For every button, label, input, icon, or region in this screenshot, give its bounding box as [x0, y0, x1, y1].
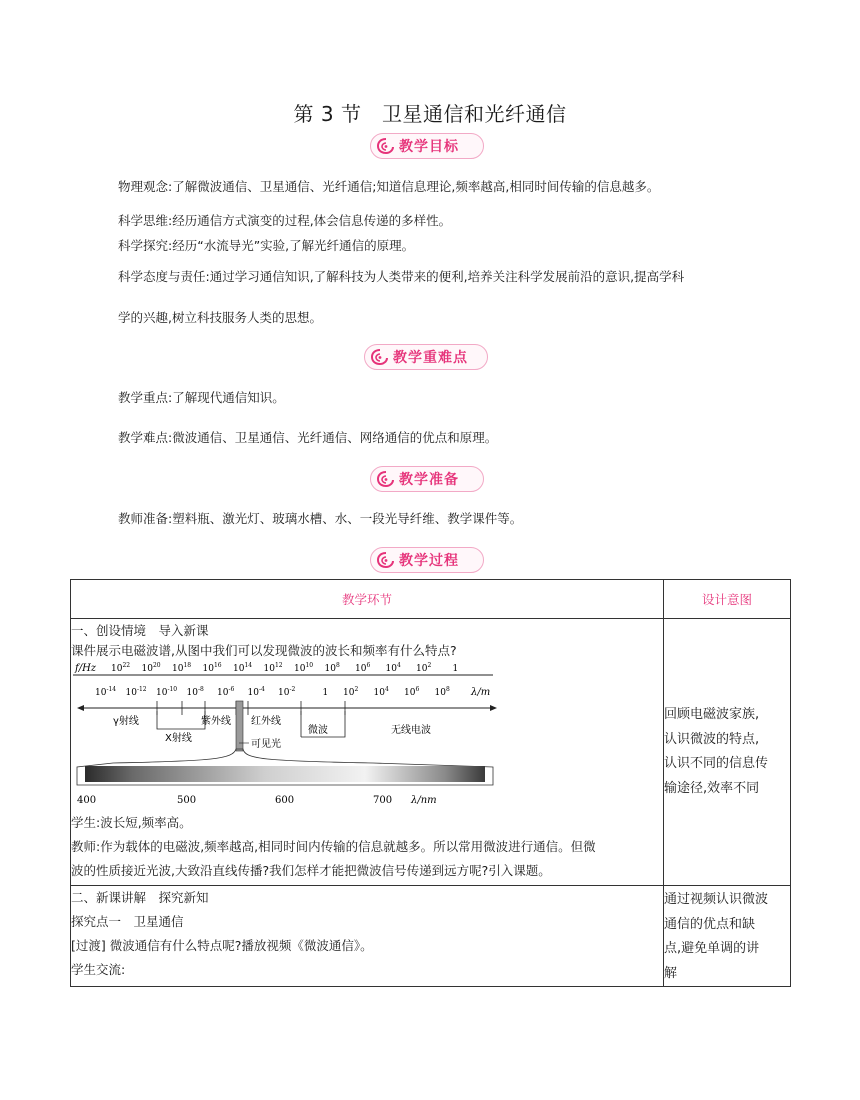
wave-tick-label: 1: [322, 688, 329, 698]
wave-tick-label: $10^{-10}$: [156, 686, 178, 698]
goal-attitude-cont: 学的兴趣,树立科技服务人类的思想。: [118, 310, 322, 325]
teaching-process-table: [70, 579, 791, 987]
swirl-icon: [375, 550, 397, 570]
row-new-lesson-intent: [664, 886, 791, 987]
visible-tick-labels: [77, 795, 392, 806]
arrow-left-icon: [77, 705, 84, 711]
band-radio: 无线电波: [391, 725, 431, 736]
wave-tick-label: $10^{-8}$: [186, 686, 204, 698]
intent-line: 认识微波的特点,: [664, 731, 760, 747]
teacher-preparation: 教师准备:塑料瓶、激光灯、玻璃水槽、水、一段光导纤维、教学课件等。: [118, 511, 523, 526]
visible-tick-label: 400: [77, 795, 97, 806]
teacher-explanation-1: 教师:作为载体的电磁波,频率越高,相同时间内传输的信息就越多。所以常用微波进行通信。但微: [71, 839, 596, 854]
freq-tick-label: 1: [452, 664, 459, 674]
freq-tick-label: $10^4$: [385, 662, 401, 674]
row-heading: 二、新课讲解 探究新知: [71, 890, 209, 905]
visible-tick-label: 600: [275, 795, 295, 806]
freq-tick-label: $10^2$: [416, 662, 432, 674]
goal-thinking: 科学思维:经历通信方式演变的过程,体会信息传递的多样性。: [118, 213, 452, 228]
intent-line: 通过视频认识微波: [664, 892, 769, 907]
visible-unit-label: λ/nm: [411, 795, 437, 806]
banner-preparation: [370, 466, 484, 492]
row-new-lesson-content: [71, 886, 664, 987]
banner-label: 教学准备: [399, 472, 459, 488]
banner-label: 教学重难点: [393, 350, 468, 366]
page-title: 第 3 节 卫星通信和光纤通信: [293, 102, 567, 126]
wave-tick-label: $10^{-2}$: [278, 686, 296, 698]
wave-tick-label: $10^6$: [404, 686, 420, 698]
banner-teaching-goals: [370, 133, 484, 159]
band-xray: X射线: [165, 733, 192, 744]
wave-tick-label: $10^{-12}$: [125, 686, 147, 698]
freq-tick-label: $10^{20}$: [141, 662, 161, 674]
teacher-explanation-2: 波的性质接近光波,大致沿直线传播?我们怎样才能把微波信号传递到远方呢?引入课题。: [71, 863, 551, 878]
band-ir: 红外线: [251, 716, 281, 727]
row-intro-question: 课件展示电磁波谱,从图中我们可以发现微波的波长和频率有什么特点?: [71, 643, 457, 658]
wave-tick-label: $10^4$: [373, 686, 389, 698]
student-answer: 学生:波长短,频率高。: [71, 815, 192, 830]
header-design-intent: 设计意图: [664, 580, 791, 619]
visible-tick-label: 700: [373, 795, 393, 806]
band-gamma: γ射线: [113, 716, 139, 727]
goal-inquiry: 科学探究:经历“水流导光”实验,了解光纤通信的原理。: [118, 238, 415, 253]
banner-label: 教学目标: [399, 139, 459, 155]
freq-tick-label: $10^8$: [324, 662, 340, 674]
intent-line: 通信的优点和缺: [664, 916, 756, 932]
freq-tick-labels: [111, 662, 458, 674]
visible-spectrum-bar: [85, 766, 485, 782]
band-microwave: 微波: [308, 725, 328, 736]
freq-tick-label: $10^{12}$: [263, 662, 283, 674]
wave-tick-label: $10^8$: [434, 686, 450, 698]
intent-line: 点,避免单调的讲: [664, 941, 760, 956]
key-focus: 教学重点:了解现代通信知识。: [118, 390, 285, 405]
freq-tick-label: $10^6$: [355, 662, 371, 674]
swirl-icon: [375, 136, 397, 156]
freq-tick-label: $10^{14}$: [233, 662, 253, 674]
student-exchange: 学生交流:: [71, 962, 126, 977]
banner-process: [370, 547, 484, 573]
row-intro-intent: [664, 619, 791, 886]
intent-line: 认识不同的信息传: [664, 756, 769, 771]
swirl-icon: [375, 469, 397, 489]
band-uv: 紫外线: [201, 716, 231, 727]
transition-text: [过渡] 微波通信有什么特点呢?播放视频《微波通信》。: [71, 938, 373, 953]
visible-tick-label: 500: [177, 795, 197, 806]
intent-line: 输途径,效率不同: [664, 780, 760, 796]
wave-tick-label: $10^2$: [343, 686, 359, 698]
freq-tick-label: $10^{18}$: [172, 662, 192, 674]
electromagnetic-spectrum-figure: [73, 661, 503, 811]
key-difficulty: 教学难点:微波通信、卫星通信、光纤通信、网络通信的优点和原理。: [118, 430, 498, 445]
inquiry-point-1: 探究点一 卫星通信: [71, 914, 184, 929]
goal-attitude: 科学态度与责任:通过学习通信知识,了解科技为人类带来的便利,培养关注科学发展前沿的意识,提高学科: [118, 269, 685, 284]
intent-line: 解: [664, 965, 678, 981]
swirl-icon: [369, 347, 391, 367]
row-intro-content: [71, 619, 664, 886]
freq-tick-label: $10^{10}$: [294, 662, 314, 674]
banner-label: 教学过程: [399, 553, 459, 569]
wave-unit-label: λ/m: [471, 687, 491, 698]
freq-unit-label: f/Hz: [75, 663, 97, 674]
freq-tick-label: $10^{22}$: [111, 662, 131, 674]
visible-light-label: 可见光: [251, 739, 281, 750]
freq-tick-label: $10^{16}$: [202, 662, 222, 674]
wave-tick-label: $10^{-6}$: [217, 686, 235, 698]
intent-line: 回顾电磁波家族,: [664, 707, 760, 722]
goal-physics: 物理观念:了解微波通信、卫星通信、光纤通信;知道信息理论,频率越高,相同时间传输的信息越多。: [118, 179, 660, 194]
wave-tick-label: $10^{-14}$: [95, 686, 117, 698]
wave-tick-label: $10^{-4}$: [247, 686, 265, 698]
banner-key-points: [364, 344, 488, 370]
visible-band-marker: [236, 701, 243, 751]
wave-tick-labels: [95, 686, 450, 698]
arrow-right-icon: [490, 705, 497, 711]
header-teaching-step: 教学环节: [71, 580, 664, 619]
row-heading: 一、创设情境 导入新课: [71, 623, 209, 638]
